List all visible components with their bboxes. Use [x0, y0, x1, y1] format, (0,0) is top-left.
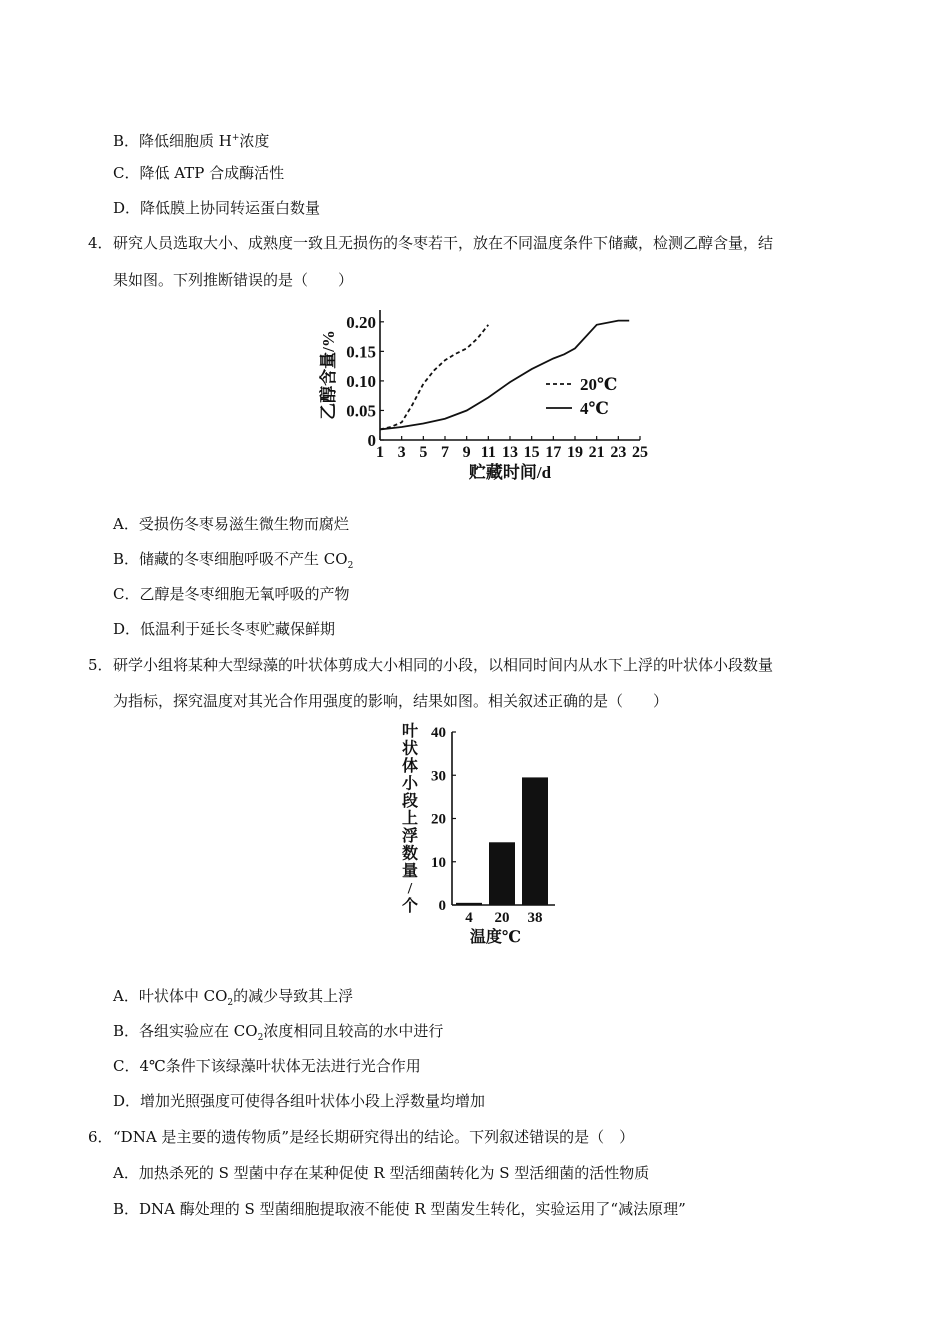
- ethanol-content-line-chart: [310, 300, 660, 490]
- q5-stem-line2: 为指标，探究温度对其光合作用强度的影响，结果如图。相关叙述正确的是（ ）: [113, 692, 669, 710]
- q4-option-c: C．乙醇是冬枣细胞无氧呼吸的产物: [113, 585, 350, 603]
- q5-number: 5．: [88, 656, 113, 674]
- q5-option-b: B．各组实验应在 $CO_2$浓度相同且较高的水中进行: [113, 1022, 444, 1043]
- y-tick-label: 0: [438, 898, 446, 914]
- q4-option-d: D．低温利于延长冬枣贮藏保鲜期: [113, 620, 336, 638]
- q4-stem-line2: 果如图。下列推断错误的是（ ）: [113, 271, 354, 289]
- q5-option-d: D．增加光照强度可使得各组叶状体小段上浮数量均增加: [113, 1092, 486, 1110]
- q4-option-b: B．储藏的冬枣细胞呼吸不产生 $CO_2$: [113, 550, 354, 571]
- bar: [456, 903, 482, 905]
- q3-option-c: C．降低 ATP 合成酶活性: [113, 164, 285, 182]
- y-axis-label: 乙醇含量/%: [319, 330, 338, 420]
- y-tick-label: 0: [367, 431, 376, 450]
- x-tick-label: 20: [494, 910, 510, 926]
- x-tick-label: 9: [462, 444, 471, 461]
- y-axis-label: 叶状体小段上浮数量/个: [401, 723, 419, 915]
- y-tick-label: 20: [431, 811, 446, 828]
- x-tick-label: 13: [502, 444, 518, 461]
- q3-option-b: B．降低细胞质 H+浓度: [113, 132, 270, 150]
- q6-option-a: A．加热杀死的 S 型菌中存在某种促使 R 型活细菌转化为 S 型活细菌的活性物质: [113, 1164, 650, 1182]
- q5-stem-line1: 研学小组将某种大型绿藻的叶状体剪成大小相同的小段，以相同时间内从水下上浮的叶状体小段数量: [113, 656, 774, 674]
- x-tick-label: 19: [567, 444, 583, 461]
- series-line-dashed: [380, 325, 488, 430]
- q4-number: 4．: [88, 234, 113, 252]
- x-tick-label: 1: [376, 444, 384, 461]
- q4-option-a: A．受损伤冬枣易滋生微生物而腐烂: [113, 515, 349, 533]
- bar: [489, 842, 515, 905]
- q6-stem: “DNA 是主要的遗传物质”是经长期研究得出的结论。下列叙述错误的是（ ）: [113, 1128, 635, 1146]
- x-tick-label: 7: [441, 444, 449, 461]
- x-tick-label: 38: [527, 910, 543, 926]
- bar: [522, 777, 548, 905]
- x-tick-label: 11: [480, 444, 496, 461]
- x-axis-label: 贮藏时间/d: [468, 463, 552, 482]
- legend-label: 20℃: [580, 375, 618, 394]
- x-tick-label: 3: [397, 444, 406, 461]
- q3-option-d: D．降低膜上协同转运蛋白数量: [113, 199, 321, 217]
- q6-number: 6．: [88, 1128, 113, 1146]
- x-tick-label: 15: [523, 444, 540, 461]
- floating-segments-bar-chart: [390, 720, 570, 950]
- x-tick-label: 17: [545, 444, 562, 461]
- y-tick-label: 0.15: [346, 342, 376, 362]
- y-tick-label: 0.05: [346, 401, 376, 421]
- x-tick-label: 25: [632, 444, 648, 461]
- legend-label: 4℃: [580, 399, 609, 418]
- q4-stem-line1: 研究人员选取大小、成熟度一致且无损伤的冬枣若干，放在不同温度条件下储藏，检测乙醇含量，结: [113, 234, 774, 252]
- q5-option-a: A．叶状体中 $CO_2$的减少导致其上浮: [113, 987, 354, 1008]
- y-tick-label: 10: [431, 854, 446, 871]
- y-tick-label: 0.20: [346, 312, 376, 332]
- x-axis-label: 温度℃: [469, 929, 522, 946]
- x-tick-label: 4: [465, 910, 473, 926]
- y-tick-label: 0.10: [346, 371, 376, 391]
- y-tick-label: 40: [431, 725, 446, 741]
- y-tick-label: 30: [431, 768, 446, 785]
- x-tick-label: 21: [588, 444, 605, 461]
- q6-option-b: B．DNA 酶处理的 S 型菌细胞提取液不能使 R 型菌发生转化，实验运用了“减法原理”: [113, 1200, 686, 1218]
- x-tick-label: 23: [610, 444, 627, 461]
- x-tick-label: 5: [419, 444, 428, 461]
- q5-option-c: C．4℃条件下该绿藻叶状体无法进行光合作用: [113, 1057, 421, 1075]
